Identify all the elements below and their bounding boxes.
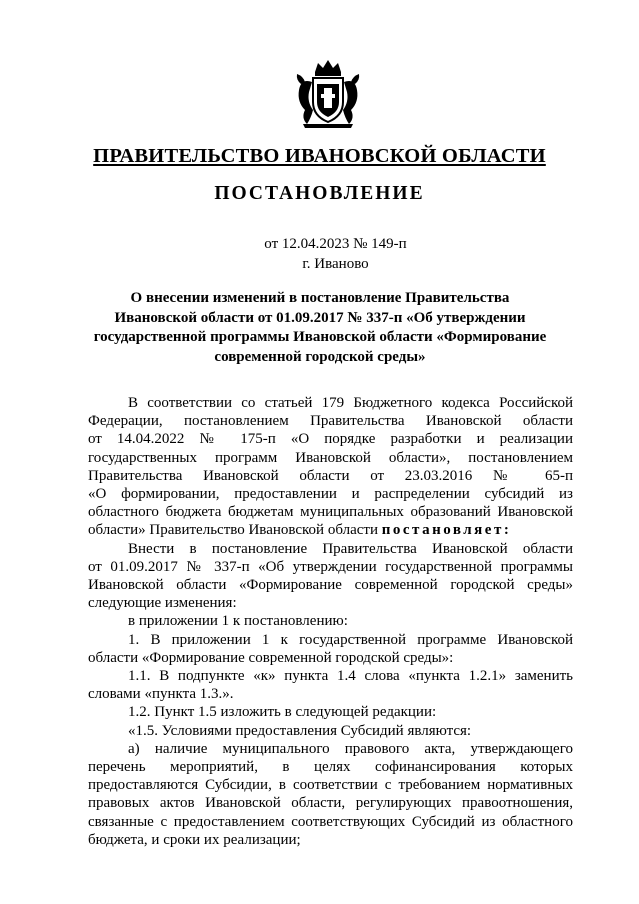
- body-line: от 01.09.2017 № 337-п «Об утверждении государственной программы: [88, 558, 573, 575]
- document-city: г. Иваново: [302, 256, 369, 272]
- body-line: области «Формирование современной городской среды»:: [88, 649, 454, 666]
- coat-of-arms-icon: [293, 58, 363, 130]
- body-line: Ивановской области «Формирование современной городской среды»: [88, 577, 573, 594]
- resolves-word: постановляет:: [381, 522, 512, 539]
- body-line: Федерации, постановлением Правительства Ивановской области: [88, 413, 573, 430]
- subject-line: О внесении изменений в постановление Правительства: [130, 290, 510, 306]
- subject-line: государственной программы Ивановской области «Формирование: [93, 329, 547, 346]
- document-type: ПОСТАНОВЛЕНИЕ: [214, 183, 425, 204]
- body-line: правовых актов Ивановской области, регулирующих правоотношения,: [88, 795, 573, 812]
- body-line: в приложении 1 к постановлению:: [128, 613, 348, 630]
- body-line: Правительства Ивановской области от 23.03.2016 № 65-п: [88, 467, 573, 484]
- subject-line: Ивановской области от 01.09.2017 № 337-п «Об утверждении: [114, 309, 526, 326]
- body-line: «1.5. Условиями предоставления Субсидий являются:: [128, 722, 472, 739]
- organization-title: ПРАВИТЕЛЬСТВО ИВАНОВСКОЙ ОБЛАСТИ: [93, 145, 546, 167]
- body-line: В соответствии со статьей 179 Бюджетного кодекса Российской: [128, 395, 573, 411]
- document-body: [88, 394, 573, 849]
- body-line: областного бюджета бюджетам муниципальных образований Ивановской: [88, 504, 573, 521]
- body-line: связанные с предоставлением соответствующих Субсидий из областного: [88, 813, 573, 830]
- body-line: а) наличие муниципального правового акта, утверждающего: [128, 740, 573, 757]
- body-line: Внести в постановление Правительства Ивановской области: [128, 540, 573, 557]
- body-line: предоставляются Субсидии, в соответствии с требованием нормативных: [88, 777, 573, 794]
- body-line: 1.2. Пункт 1.5 изложить в следующей редакции:: [128, 704, 437, 721]
- body-text: области» Правительство Ивановской области: [88, 522, 382, 539]
- body-line: 1.1. В подпункте «к» пункта 1.4 слова «пункта 1.2.1» заменить: [128, 668, 573, 685]
- body-line: словами «пункта 1.3.».: [88, 686, 234, 703]
- body-line: «О формировании, предоставлении и распределении субсидий из: [88, 486, 573, 503]
- document-date-number: от 12.04.2023 № 149-п: [264, 236, 407, 252]
- document-subject: [80, 289, 560, 367]
- body-line: бюджета, и сроки их реализации;: [88, 831, 301, 848]
- body-line: следующие изменения:: [88, 595, 237, 612]
- body-line: от 14.04.2022 № 175-п «О порядке разработки и реализации: [88, 431, 573, 448]
- body-line: перечень мероприятий, в целях софинансирования которых: [88, 759, 573, 776]
- body-line: [88, 521, 573, 539]
- subject-line: современной городской среды»: [214, 348, 426, 365]
- body-line: государственных программ Ивановской области», постановлением: [88, 449, 573, 466]
- body-line: 1. В приложении 1 к государственной программе Ивановской: [128, 631, 573, 648]
